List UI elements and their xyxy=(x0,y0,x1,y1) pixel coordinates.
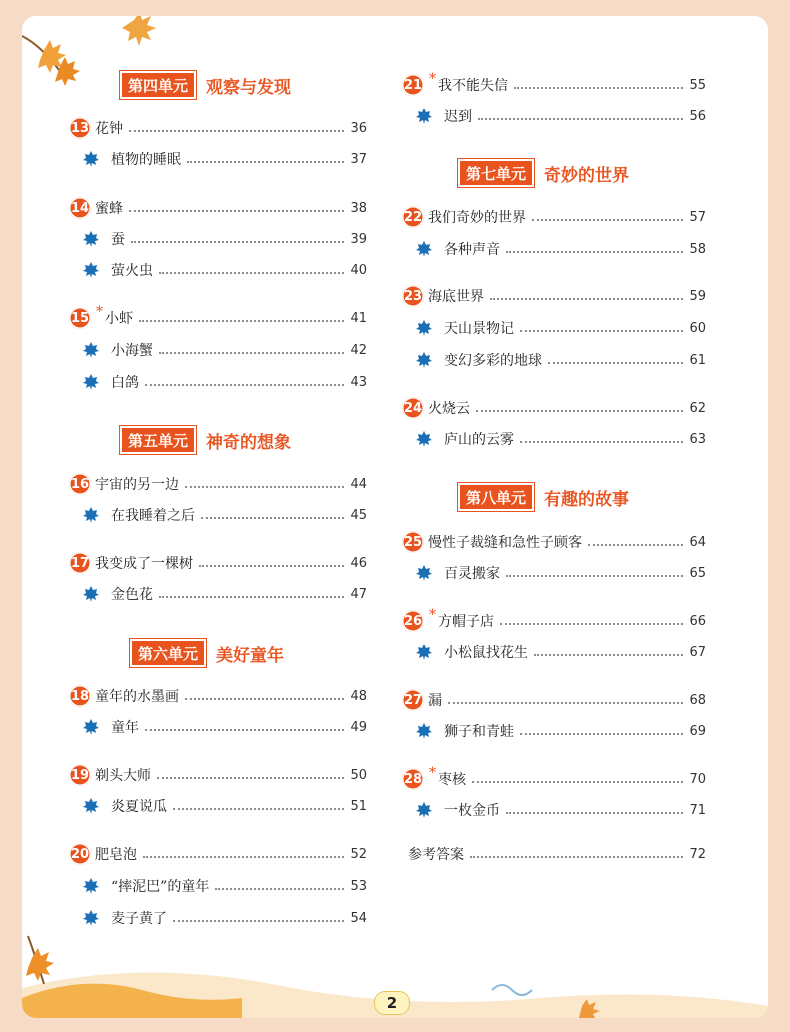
page-number: 42 xyxy=(350,342,367,358)
page-number: 41 xyxy=(350,310,367,326)
leader-dots xyxy=(145,729,344,731)
toc-entry[interactable] xyxy=(69,685,367,707)
page-number: 51 xyxy=(350,798,367,814)
toc-entry[interactable] xyxy=(69,259,367,281)
page-number: 44 xyxy=(350,476,367,492)
leader-dots xyxy=(185,698,344,700)
entry-title: 小松鼠找花生 xyxy=(444,645,528,661)
leader-dots xyxy=(215,888,344,890)
page-number: 45 xyxy=(350,507,367,523)
page-number: 72 xyxy=(689,846,706,862)
page-number: 50 xyxy=(350,767,367,783)
unit-title: 奇妙的世界 xyxy=(544,165,630,186)
blue-leaf-icon xyxy=(83,231,99,247)
leader-dots xyxy=(506,575,683,577)
page-number: 58 xyxy=(689,241,706,257)
leader-dots xyxy=(520,441,683,443)
entry-title: 参考答案 xyxy=(408,847,464,863)
entry-title: 各种声音 xyxy=(444,242,500,258)
entry-title: 变幻多彩的地球 xyxy=(444,353,542,369)
lesson-number: 25 xyxy=(402,531,424,553)
leader-dots xyxy=(534,654,683,656)
leader-dots xyxy=(548,362,683,364)
toc-entry[interactable] xyxy=(69,148,367,170)
leader-dots xyxy=(506,812,683,814)
page-number: 43 xyxy=(350,374,367,390)
page-number: 40 xyxy=(350,262,367,278)
leader-dots xyxy=(588,544,683,546)
unit-title: 有趣的故事 xyxy=(544,489,630,510)
blue-leaf-icon xyxy=(83,586,99,602)
entry-title: 小虾 xyxy=(105,311,133,327)
entry-title: “摔泥巴”的童年 xyxy=(111,879,210,895)
toc-entry[interactable] xyxy=(402,238,706,260)
leader-dots xyxy=(173,920,344,922)
optional-star: * xyxy=(96,304,103,320)
toc-entry[interactable] xyxy=(69,304,367,329)
entry-title: 小海蟹 xyxy=(111,343,153,359)
blue-leaf-icon xyxy=(83,262,99,278)
toc-entry[interactable] xyxy=(69,504,367,526)
entry-title: 蜜蜂 xyxy=(95,201,123,217)
entry-title: 炎夏说瓜 xyxy=(111,799,167,815)
entry-title: 我不能失信 xyxy=(438,78,508,94)
blue-leaf-icon xyxy=(416,108,432,124)
lesson-number: 15 xyxy=(69,307,91,329)
lesson-number: 14 xyxy=(69,197,91,219)
leader-dots xyxy=(506,251,683,253)
leader-dots xyxy=(187,161,344,163)
blue-leaf-icon xyxy=(416,565,432,581)
page-number: 47 xyxy=(350,586,367,602)
page-number: 49 xyxy=(350,719,367,735)
leader-dots xyxy=(185,486,344,488)
blue-leaf-icon xyxy=(416,320,432,336)
toc-entry[interactable] xyxy=(69,875,367,897)
optional-star: * xyxy=(429,71,436,87)
page-number: 53 xyxy=(350,878,367,894)
entry-title: 我变成了一棵树 xyxy=(95,556,193,572)
toc-entry[interactable] xyxy=(69,907,367,929)
entry-title: 天山景物记 xyxy=(444,321,514,337)
entry-title: 蚕 xyxy=(111,232,125,248)
entry-title: 白鸽 xyxy=(111,375,139,391)
leader-dots xyxy=(490,298,683,300)
entry-title: 童年的水墨画 xyxy=(95,689,179,705)
page-number: 69 xyxy=(689,723,706,739)
page-number: 37 xyxy=(350,151,367,167)
toc-entry[interactable] xyxy=(69,197,367,219)
leader-dots xyxy=(470,856,683,858)
toc-entry[interactable] xyxy=(69,371,367,393)
leader-dots xyxy=(173,808,344,810)
toc-entry[interactable] xyxy=(402,397,706,419)
unit-title: 神奇的想象 xyxy=(206,432,292,453)
toc-page xyxy=(22,16,768,1018)
page-number: 63 xyxy=(689,431,706,447)
toc-entry[interactable] xyxy=(402,71,706,96)
toc-entry[interactable] xyxy=(69,339,367,361)
leader-dots xyxy=(472,781,683,783)
entry-title: 宇宙的另一边 xyxy=(95,477,179,493)
page-number: 60 xyxy=(689,320,706,336)
toc-entry[interactable] xyxy=(402,720,706,742)
page-number: 62 xyxy=(689,400,706,416)
toc-entry[interactable] xyxy=(69,117,367,139)
page-number: 39 xyxy=(350,231,367,247)
leader-dots xyxy=(143,856,344,858)
toc-entry[interactable] xyxy=(402,607,706,632)
lesson-number: 17 xyxy=(69,552,91,574)
leader-dots xyxy=(201,517,344,519)
page-number: 70 xyxy=(689,771,706,787)
toc-entry[interactable] xyxy=(402,765,706,790)
page-number: 55 xyxy=(689,77,706,93)
toc-entry[interactable] xyxy=(402,428,706,450)
leader-dots xyxy=(145,384,344,386)
toc-entry[interactable] xyxy=(69,228,367,250)
entry-title: 一枚金币 xyxy=(444,803,500,819)
unit-label: 第七单元 xyxy=(458,159,534,187)
toc-entry[interactable] xyxy=(402,562,706,584)
leader-dots xyxy=(199,565,344,567)
leader-dots xyxy=(500,623,683,625)
unit-label: 第五单元 xyxy=(120,426,196,454)
page-number: 59 xyxy=(689,288,706,304)
entry-title: 肥皂泡 xyxy=(95,847,137,863)
entry-title: 狮子和青蛙 xyxy=(444,724,514,740)
toc-entry[interactable] xyxy=(69,583,367,605)
lesson-number: 28 xyxy=(402,768,424,790)
page-number: 36 xyxy=(350,120,367,136)
leader-dots xyxy=(448,702,683,704)
entry-title: 迟到 xyxy=(444,109,472,125)
blue-leaf-icon xyxy=(83,878,99,894)
page-number: 65 xyxy=(689,565,706,581)
toc-entry[interactable] xyxy=(402,349,706,371)
unit-header xyxy=(120,72,291,98)
entry-title: 枣核 xyxy=(438,772,466,788)
lesson-number: 21 xyxy=(402,74,424,96)
lesson-number: 13 xyxy=(69,117,91,139)
lesson-number: 24 xyxy=(402,397,424,419)
entry-title: 火烧云 xyxy=(428,401,470,417)
leader-dots xyxy=(159,272,344,274)
blue-leaf-icon xyxy=(83,342,99,358)
lesson-number: 20 xyxy=(69,843,91,865)
toc-entry[interactable] xyxy=(69,716,367,738)
leader-dots xyxy=(157,777,344,779)
page-number: 67 xyxy=(689,644,706,660)
entry-title: 植物的睡眠 xyxy=(111,152,181,168)
leader-dots xyxy=(159,596,344,598)
leader-dots xyxy=(131,241,344,243)
entry-title: 麦子黄了 xyxy=(111,911,167,927)
entry-title: 方帽子店 xyxy=(438,614,494,630)
entry-title: 漏 xyxy=(428,693,442,709)
optional-star: * xyxy=(429,607,436,623)
toc-entry[interactable] xyxy=(69,552,367,574)
lesson-number: 23 xyxy=(402,285,424,307)
blue-leaf-icon xyxy=(416,723,432,739)
unit-header xyxy=(458,484,629,510)
leader-dots xyxy=(129,130,344,132)
lesson-number: 16 xyxy=(69,473,91,495)
toc-entry[interactable] xyxy=(402,641,706,663)
leader-dots xyxy=(520,330,683,332)
toc-entry[interactable] xyxy=(408,843,706,865)
lesson-number: 26 xyxy=(402,610,424,632)
toc-entry[interactable] xyxy=(402,799,706,821)
leader-dots xyxy=(139,320,344,322)
blue-leaf-icon xyxy=(83,798,99,814)
toc-entry[interactable] xyxy=(402,531,706,553)
page-number: 64 xyxy=(689,534,706,550)
blue-leaf-icon xyxy=(83,374,99,390)
unit-label: 第四单元 xyxy=(120,71,196,99)
toc-entry[interactable] xyxy=(402,105,706,127)
blue-leaf-icon xyxy=(83,507,99,523)
toc-entry[interactable] xyxy=(69,843,367,865)
page-number: 48 xyxy=(350,688,367,704)
page-number: 46 xyxy=(350,555,367,571)
page-number: 38 xyxy=(350,200,367,216)
entry-title: 在我睡着之后 xyxy=(111,508,195,524)
optional-star: * xyxy=(429,765,436,781)
unit-header xyxy=(130,640,284,666)
unit-label: 第八单元 xyxy=(458,483,534,511)
page-number: 61 xyxy=(689,352,706,368)
leader-dots xyxy=(476,410,683,412)
entry-title: 慢性子裁缝和急性子顾客 xyxy=(428,535,582,551)
leader-dots xyxy=(159,352,344,354)
page-number: 52 xyxy=(350,846,367,862)
page-number: 71 xyxy=(689,802,706,818)
toc-entry[interactable] xyxy=(402,689,706,711)
blue-leaf-icon xyxy=(83,910,99,926)
toc-entry[interactable] xyxy=(402,285,706,307)
entry-title: 我们奇妙的世界 xyxy=(428,210,526,226)
entry-title: 剃头大师 xyxy=(95,768,151,784)
unit-title: 美好童年 xyxy=(216,645,285,666)
leader-dots xyxy=(129,210,344,212)
toc-entry[interactable] xyxy=(402,317,706,339)
blue-leaf-icon xyxy=(416,241,432,257)
page-footer-number: 2 xyxy=(374,991,410,1015)
blue-leaf-icon xyxy=(83,151,99,167)
entry-title: 花钟 xyxy=(95,121,123,137)
entry-title: 童年 xyxy=(111,720,139,736)
toc-entry[interactable] xyxy=(402,206,706,228)
lesson-number: 18 xyxy=(69,685,91,707)
entry-title: 金色花 xyxy=(111,587,153,603)
unit-header xyxy=(120,427,291,453)
blue-leaf-icon xyxy=(416,802,432,818)
entry-title: 海底世界 xyxy=(428,289,484,305)
entry-title: 百灵搬家 xyxy=(444,566,500,582)
leader-dots xyxy=(520,733,683,735)
toc-entry[interactable] xyxy=(69,764,367,786)
entry-title: 萤火虫 xyxy=(111,263,153,279)
page-number: 56 xyxy=(689,108,706,124)
toc-entry[interactable] xyxy=(69,473,367,495)
page-number: 57 xyxy=(689,209,706,225)
page-number: 54 xyxy=(350,910,367,926)
leader-dots xyxy=(532,219,683,221)
unit-title: 观察与发现 xyxy=(206,77,292,98)
blue-leaf-icon xyxy=(83,719,99,735)
blue-leaf-icon xyxy=(416,431,432,447)
lesson-number: 27 xyxy=(402,689,424,711)
page-number: 68 xyxy=(689,692,706,708)
leader-dots xyxy=(514,87,683,89)
leader-dots xyxy=(478,118,683,120)
blue-leaf-icon xyxy=(416,352,432,368)
unit-header xyxy=(458,160,629,186)
blue-leaf-icon xyxy=(416,644,432,660)
unit-label: 第六单元 xyxy=(130,639,206,667)
entry-title: 庐山的云雾 xyxy=(444,432,514,448)
lesson-number: 22 xyxy=(402,206,424,228)
lesson-number: 19 xyxy=(69,764,91,786)
page-number: 66 xyxy=(689,613,706,629)
toc-entry[interactable] xyxy=(69,795,367,817)
